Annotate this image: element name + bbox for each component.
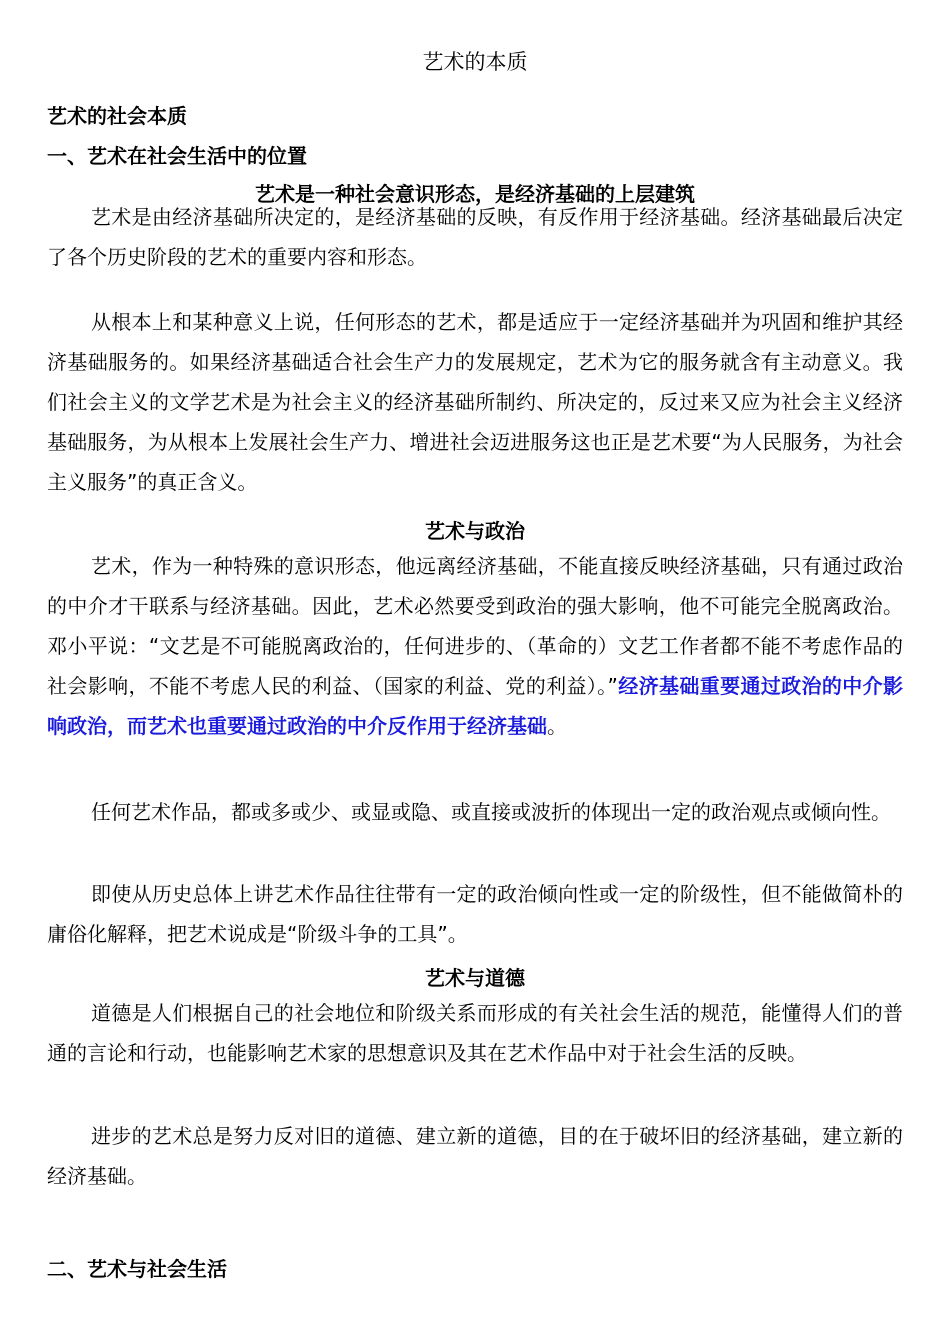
- paragraph-art-politics: [47, 546, 903, 746]
- paragraph-morality: 道德是人们根据自己的社会地位和阶级关系而形成的有关社会生活的规范，能懂得人们的普通的言论和行动，也能影响艺术家的思想意识及其在艺术作品中对于社会生活的反映。: [47, 1001, 903, 1065]
- document-title: 艺术的本质: [422, 50, 528, 74]
- sub1-heading: 艺术是一种社会意识形态，是经济基础的上层建筑: [255, 182, 695, 206]
- sub2-heading: 艺术与政治: [425, 519, 525, 543]
- paragraph-art-politics-end: 。: [547, 714, 567, 738]
- document-page: [47, 0, 903, 1344]
- highlighted-statement: 经济基础重要通过政治的中介影响政治，而艺术也重要通过政治的中介反作用于经济基础: [47, 674, 903, 738]
- paragraph-economic-base: 艺术是由经济基础所决定的，是经济基础的反映，有反作用于经济基础。经济基础最后决定了各个历史阶段的艺术的重要内容和形态。: [47, 205, 903, 269]
- part1-heading: 一、艺术在社会生活中的位置: [47, 144, 307, 168]
- paragraph-progressive-art: 进步的艺术总是努力反对旧的道德、建立新的道德，目的在于破坏旧的经济基础，建立新的经济基础。: [47, 1124, 903, 1188]
- section-heading: 艺术的社会本质: [47, 104, 187, 128]
- paragraph-serve-base: 从根本上和某种意义上说，任何形态的艺术，都是适应于一定经济基础并为巩固和维护其经济基础服务的。如果经济基础适合社会生产力的发展规定，艺术为它的服务就含有主动意义。我们社会主义的文学艺术是为社会主义的经济基础所制约、所决定的，反过来又应为社会主义经济基础服务，为从根本上发展社会生产力、增进社会迈进服务这也正是艺术要“为人民服务，为社会主义服务”的真正含义。: [47, 310, 903, 494]
- sub3-heading: 艺术与道德: [425, 966, 525, 990]
- paragraph-political-views: 任何艺术作品，都或多或少、或显或隐、或直接或波折的体现出一定的政治观点或倾向性。: [91, 800, 891, 824]
- paragraph-art-politics-text: 艺术，作为一种特殊的意识形态，他远离经济基础，不能直接反映经济基础，只有通过政治的中介才干联系与经济基础。因此，艺术必然要受到政治的强大影响，他不可能完全脱离政治。邓小平说：“文艺是不可能脱离政治的，任何进步的、（革命的）文艺工作者都不能不考虑作品的社会影响，不能不考虑人民的利益、（国家的利益、党的利益）。”: [47, 554, 903, 698]
- part2-heading: 二、艺术与社会生活: [47, 1257, 227, 1281]
- paragraph-class-struggle: 即使从历史总体上讲艺术作品往往带有一定的政治倾向性或一定的阶级性，但不能做简朴的庸俗化解释，把艺术说成是“阶级斗争的工具”。: [47, 882, 903, 946]
